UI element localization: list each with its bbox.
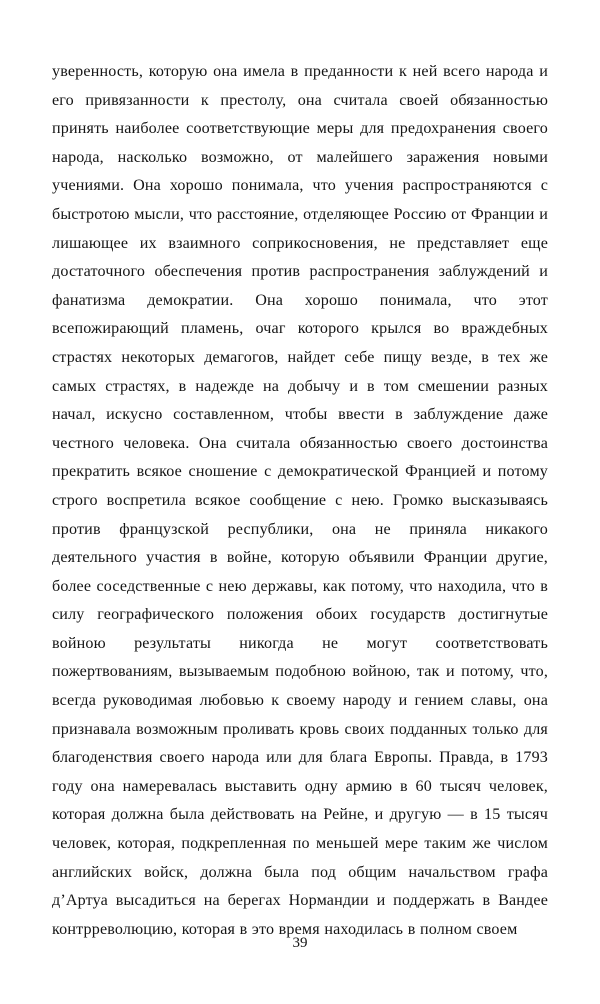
page-number: 39 (292, 935, 308, 951)
body-paragraph: уверенность, которую она имела в преданности к ней всего народа и его привязанности к престолу, она считала своей обязанностью принять наиболее соответствующие меры для предохранения своего народа, насколько возможно, от малейшего заражения новыми учениями. Она хорошо понимала, что учения распространяются с быстротою мысли, что расстояние, отделяющее Россию от Франции и лишающее их взаимного соприкосновения, не представляет еще достаточного обеспечения против распространения заблуждений и фанатизма демократии. Она хорошо понимала, что этот всепожирающий пламень, очаг которого крылся во враждебных страстях некоторых демагогов, найдет себе пищу везде, в тех же самых страстях, в надежде на добычу и в том смешении разных начал, искусно составленном, чтобы ввести в заблуждение даже честного человека. Она считала обязанностью своего достоинства прекратить всякое сношение с демократической Францией и потому строго воспретила всякое сообщение с нею. Громко высказываясь против французской республики, она не приняла никакого деятельного участия в войне, которую объявили Франции другие, более соседственные с нею державы, как потому, что находила, что в силу географического положения обоих государств достигнутые войною результаты никогда не могут соответствовать пожертвованиям, вызываемым подобною войною, так и потому, что, всегда руководимая любовью к своему народу и гением славы, она признавала возможным проливать кровь своих подданных только для благоденствия своего народа или для блага Европы. Правда, в 1793 году она намеревалась выставить одну армию в 60 тысяч человек, которая должна была действовать на Рейне, и другую — в 15 тысяч человек, которая, подкрепленная по меньшей мере таким же числом английских войск, должна была под общим начальством графа д’Артуа высадиться на берегах Нормандии и поддержать в Вандее контрреволюцию, которая в это время находилась в полном своем (52, 63, 548, 938)
